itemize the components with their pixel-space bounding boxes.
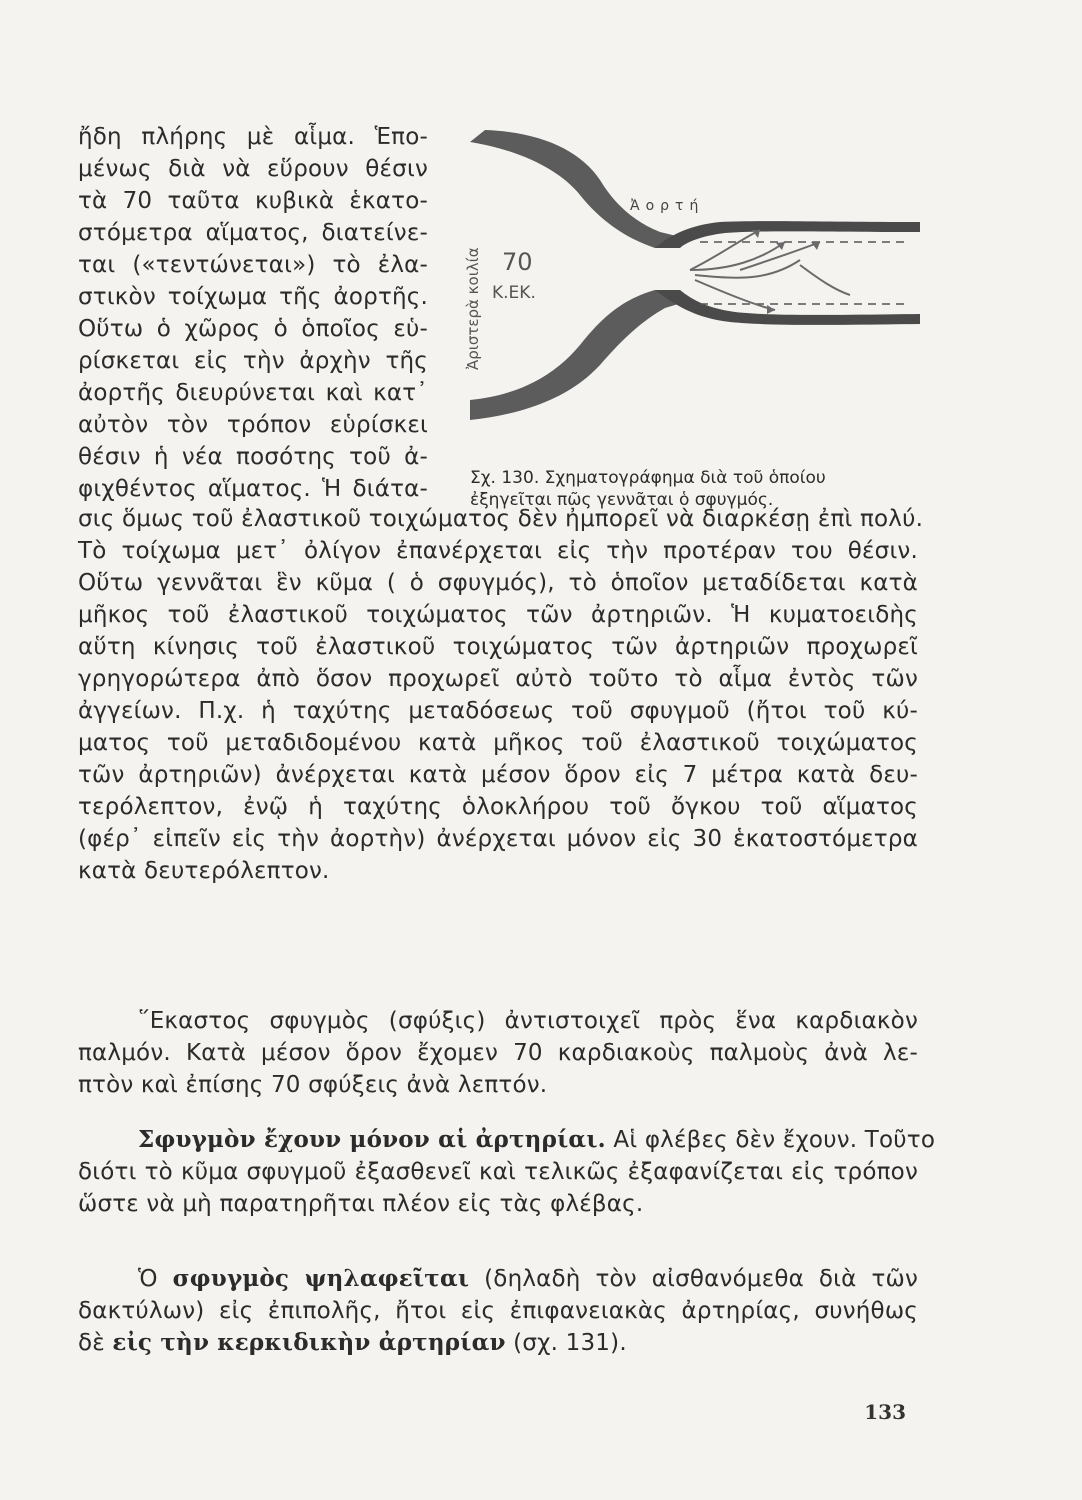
text-line: τῶν ἀρτηριῶν) ἀνέρχεται κατὰ μέσον ὅρον εἰς 7 μέτρα κατὰ δευ- xyxy=(78,762,918,788)
label-ventricle: Ἀριστερὰ κοιλία xyxy=(464,247,482,370)
aorta-diagram xyxy=(440,130,920,430)
text-line: ματος τοῦ μεταδιδομένου κατὰ μῆκος τοῦ ἐλαστικοῦ τοιχώματος xyxy=(78,730,918,756)
figure-130 xyxy=(440,130,920,430)
label-volume-number: 70 xyxy=(502,248,533,276)
bold-heading: Σφυγμὸν ἔχουν μόνον αἱ ἀρτηρίαι. xyxy=(138,1126,606,1153)
text-line: Οὕτω γεννᾶται ἓν κῦμα ( ὁ σφυγμός), τὸ ὁποῖον μεταδίδεται κατὰ xyxy=(78,570,918,596)
text-line: Σφυγμὸν ἔχουν μόνον αἱ ἀρτηρίαι. Αἱ φλέβες δὲν ἔχουν. Τοῦτο xyxy=(138,1126,936,1153)
text-line: ὥστε νὰ μὴ παρατηρῆται πλέον εἰς τὰς φλέβας. xyxy=(78,1191,644,1217)
ventricle-lower-wall xyxy=(470,290,685,420)
text-line: ῞Εκαστος σφυγμὸς (σφύξις) ἀντιστοιχεῖ πρὸς ἕνα καρδιακὸν xyxy=(138,1008,918,1034)
label-volume-unit: Κ.ΕΚ. xyxy=(492,283,536,303)
aorta-lower-wall xyxy=(655,290,920,325)
text-line: τερόλεπτον, ἐνῷ ἡ ταχύτης ὁλοκλήρου τοῦ ὄγκου τοῦ αἵματος xyxy=(78,794,918,820)
label-aorta: Ἀορτή xyxy=(630,198,705,214)
text-line: φιχθέντος αἵματος. Ἡ διάτα- xyxy=(78,476,428,502)
text-line: μῆκος τοῦ ἐλαστικοῦ τοιχώματος τῶν ἀρτηριῶν. Ἡ κυματοειδὴς xyxy=(78,602,918,628)
text-line: κατὰ δευτερόλεπτον. xyxy=(78,858,330,884)
text-line: αὐτὸν τὸν τρόπον εὑρίσκει xyxy=(78,412,428,438)
text-line: αὕτη κίνησις τοῦ ἐλαστικοῦ τοιχώματος τῶν ἀρτηριῶν προχωρεῖ xyxy=(78,634,918,660)
text-line: στόμετρα αἵματος, διατείνε- xyxy=(78,220,428,246)
aorta-upper-wall xyxy=(655,221,920,248)
text-line: σις ὅμως τοῦ ἐλαστικοῦ τοιχώματος δὲν ἠμπορεῖ νὰ διαρκέσῃ ἐπὶ πολύ. xyxy=(78,506,924,532)
text-line: στικὸν τοίχωμα τῆς ἀορτῆς. xyxy=(78,284,428,310)
text-line: γρηγορώτερα ἀπὸ ὅσον προχωρεῖ αὐτὸ τοῦτο τὸ αἷμα ἐντὸς τῶν xyxy=(78,666,918,692)
text-line: ἀορτῆς διευρύνεται καὶ κατ᾿ xyxy=(78,380,428,406)
text-line: ρίσκεται εἰς τὴν ἀρχὴν τῆς xyxy=(78,348,428,374)
text-line: δὲ εἰς τὴν κερκιδικὴν ἀρτηρίαν (σχ. 131). xyxy=(78,1329,627,1356)
page-number: 133 xyxy=(864,1400,906,1424)
figure-caption-line-1: Σχ. 130. Σχηματογράφημα διὰ τοῦ ὁποίου xyxy=(470,468,826,488)
bold-phrase: εἰς τὴν κερκιδικὴν ἀρτηρίαν xyxy=(112,1329,506,1356)
text-line: τὰ 70 ταῦτα κυβικὰ ἑκατο- xyxy=(78,188,428,214)
text-line: δακτύλων) εἰς ἐπιπολῆς, ἤτοι εἰς ἐπιφανειακὰς ἀρτηρίας, συνήθως xyxy=(78,1298,918,1324)
bold-phrase: σφυγμὸς ψηλαφεῖται xyxy=(172,1265,470,1292)
text-line: Ὁ σφυγμὸς ψηλαφεῖται (δηλαδὴ τὸν αἰσθανόμεθα διὰ τῶν xyxy=(138,1265,918,1292)
text-line: θέσιν ἡ νέα ποσότης τοῦ ἀ- xyxy=(78,444,428,470)
text-line: ἀγγείων. Π.χ. ἡ ταχύτης μεταδόσεως τοῦ σφυγμοῦ (ἤτοι τοῦ κύ- xyxy=(78,698,918,724)
ventricle-upper-wall xyxy=(470,130,685,248)
text-line: Οὕτω ὁ χῶρος ὁ ὁποῖος εὑ- xyxy=(78,316,428,342)
text-line: πτὸν καὶ ἐπίσης 70 σφύξεις ἀνὰ λεπτόν. xyxy=(78,1072,548,1098)
text-line: παλμόν. Κατὰ μέσον ὅρον ἔχομεν 70 καρδιακοὺς παλμοὺς ἀνὰ λε- xyxy=(78,1040,918,1066)
text-line: ἤδη πλήρης μὲ αἷμα. Ἑπο- xyxy=(78,124,428,150)
figure-caption-line-2: ἐξηγεῖται πῶς γεννᾶται ὁ σφυγμός. xyxy=(470,490,774,510)
text-line: (φέρ᾿ εἰπεῖν εἰς τὴν ἀορτὴν) ἀνέρχεται μόνον εἰς 30 ἑκατοστόμετρα xyxy=(78,826,918,852)
text-line: διότι τὸ κῦμα σφυγμοῦ ἐξασθενεῖ καὶ τελικῶς ἐξαφανίζεται εἰς τρόπον xyxy=(78,1159,918,1185)
text-line: μένως διὰ νὰ εὕρουν θέσιν xyxy=(78,156,428,182)
text-line: ται («τεντώνεται») τὸ ἐλα- xyxy=(78,252,428,278)
text-line: Τὸ τοίχωμα μετ᾿ ὀλίγον ἐπανέρχεται εἰς τὴν προτέραν του θέσιν. xyxy=(78,538,918,564)
